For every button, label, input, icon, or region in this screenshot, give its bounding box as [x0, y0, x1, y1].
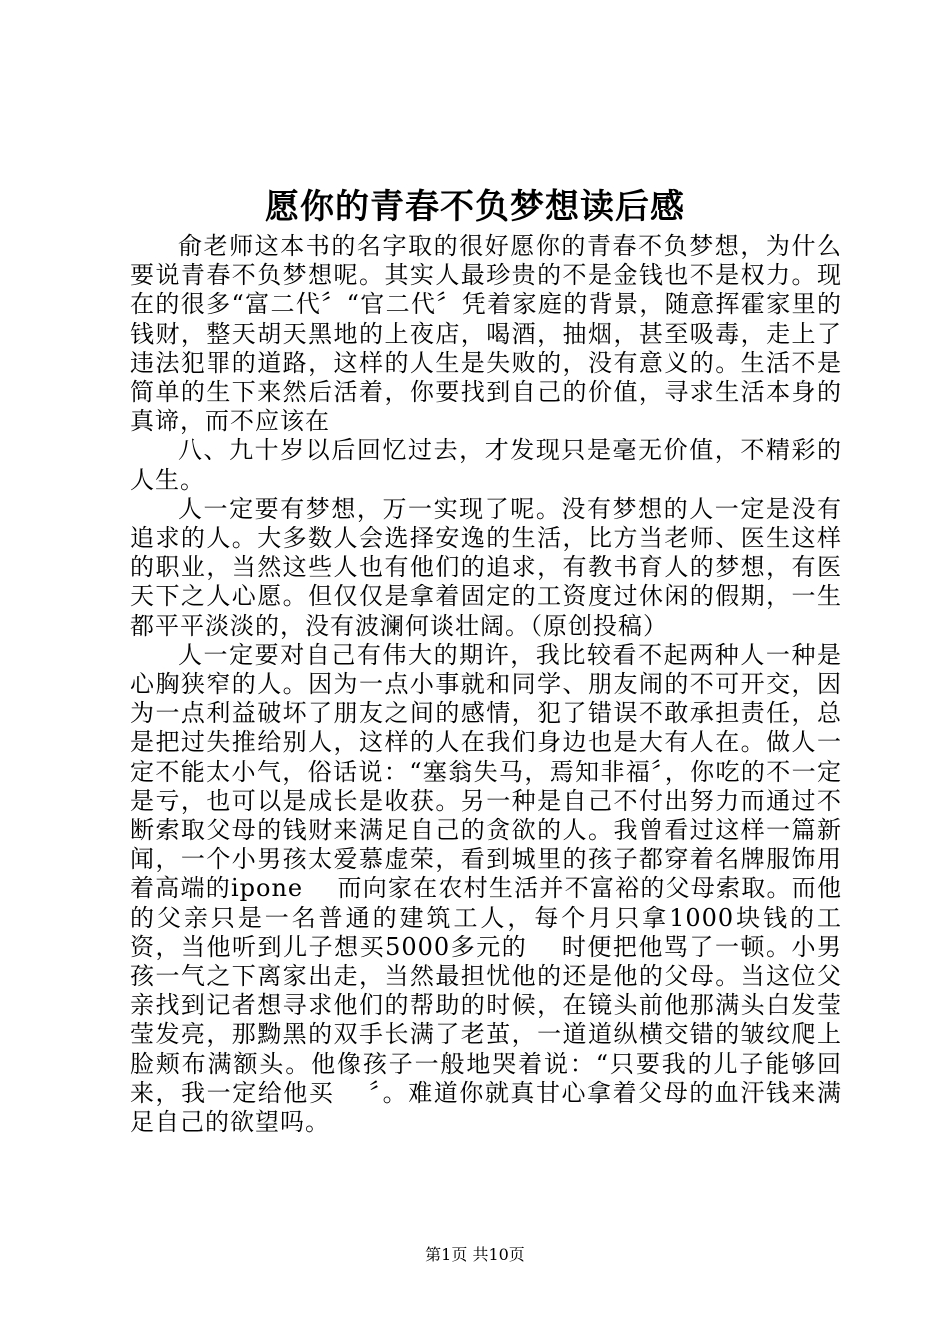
paragraph: 人一定要对自己有伟大的期许，我比较看不起两种人一种是心胸狭窄的人。因为一点小事就和同学、朋友闹的不可开交，因为一点利益破坏了朋友之间的感情，犯了错误不敢承担责任，总是把过失推给别人，这样的人在我们身边也是大有人在。做人一定不能太小气，俗话说：“塞翁失马，焉知非福〞，你吃的不一定是亏，也可以是成长是收获。另一种是自己不付出努力而通过不断索取父母的钱财来满足自己的贪欲的人。我曾看过这样一篇新闻，一个小男孩太爱慕虚荣，看到城里的孩子都穿着名牌服饰用着高端的ipone 而向家在农村生活并不富裕的父母索取。而他的父亲只是一名普通的建筑工人，每个月只拿1000块钱的工资，当他听到儿子想买5000多元的 时便把他骂了一顿。小男孩一气之下离家出走，当然最担忧他的还是他的父母。当这位父亲找到记者想寻求他们的帮助的时候，在镜头前他那满头白发莹莹发亮，那黝黑的双手长满了老茧，一道道纵横交错的皱纹爬上脸颊布满额头。他像孩子一般地哭着说：“只要我的儿子能够回来，我一定给他买 〞。难道你就真甘心拿着父母的血汗钱来满足自己的欲望吗。	[130, 640, 842, 1137]
paragraph: 人一定要有梦想，万一实现了呢。没有梦想的人一定是没有追求的人。大多数人会选择安逸的生活，比方当老师、医生这样的职业，当然这些人也有他们的追求，有教书育人的梦想，有医天下之人心愿。但仅仅是拿着固定的工资度过休闲的假期，一生都平平淡淡的，没有波澜何谈壮阔。（原创投稿）	[130, 494, 842, 640]
paragraph: 八、九十岁以后回忆过去，才发现只是毫无价值，不精彩的人生。	[130, 436, 842, 494]
document-body	[130, 232, 842, 1137]
page-footer: 第1页 共10页	[425, 1245, 525, 1264]
paragraph: 俞老师这本书的名字取的很好愿你的青春不负梦想，为什么要说青春不负梦想呢。其实人最珍贵的不是金钱也不是权力。现在的很多“富二代〞“官二代〞凭着家庭的背景，随意挥霍家里的钱财，整天胡天黑地的上夜店，喝酒，抽烟，甚至吸毒，走上了违法犯罪的道路，这样的人生是失败的，没有意义的。生活不是简单的生下来然后活着，你要找到自己的价值，寻求生活本身的真谛，而不应该在	[130, 232, 842, 436]
document-title: 愿你的青春不负梦想读后感	[265, 187, 685, 227]
